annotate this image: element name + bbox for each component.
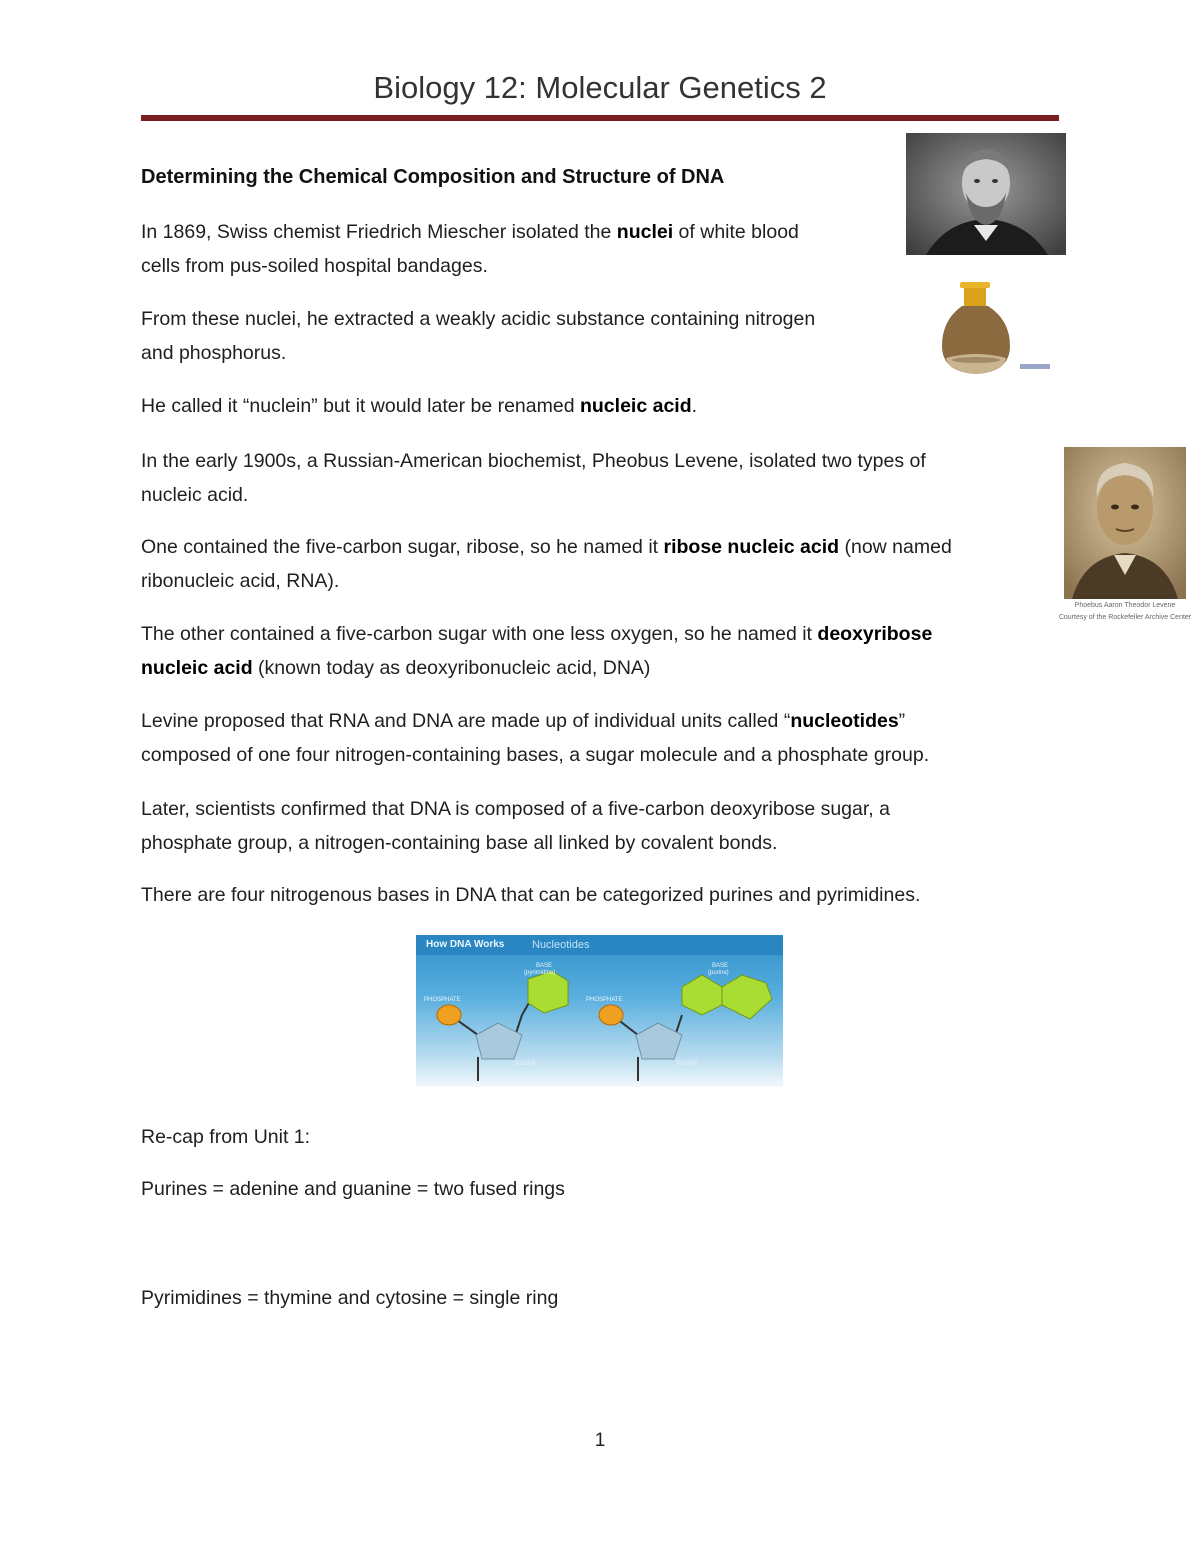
page-title: Biology 12: Molecular Genetics 2 [373, 70, 827, 105]
pyrimidines-line: Pyrimidines = thymine and cytosine = single ring [141, 1287, 559, 1309]
levene-portrait-photo [1064, 447, 1186, 599]
nuclein-flask-image [938, 280, 1058, 380]
paragraph-extraction: From these nuclei, he extracted a weakly acidic substance containing nitrogen and phosphorus. [141, 308, 816, 364]
recap-label: Re-cap from Unit 1: [141, 1126, 311, 1148]
label-phosphate-2: PHOSPHATE [586, 997, 623, 1003]
diagram-subtitle: Nucleotides [532, 939, 590, 951]
page-number: 1 [594, 1430, 606, 1451]
paragraph-levene: In the early 1900s, a Russian-American biochemist, Pheobus Levene, isolated two types of nucleic acid. [141, 450, 926, 506]
diagram-title: How DNA Works [426, 939, 505, 950]
label-sugar-1: SUGAR [514, 1061, 536, 1067]
paragraph-dna: The other contained a five-carbon sugar with one less oxygen, so he named it deoxyribose nucleic acid (known today as deoxyribonucleic acid, DNA) [141, 623, 933, 679]
paragraph-composition: Later, scientists confirmed that DNA is composed of a five-carbon deoxyribose sugar, a phosphate group, a nitrogen-containing base all linked by covalent bonds. [141, 798, 890, 854]
label-base-1-sub: (pyrimidine) [524, 970, 556, 976]
paragraph-nuclein: He called it “nuclein” but it would later be renamed nucleic acid. [141, 395, 698, 417]
label-base-2: BASE [712, 963, 729, 969]
label-base-1: BASE [536, 963, 553, 969]
levene-caption-credit: Courtesy of the Rockefeller Archive Center [1058, 614, 1192, 621]
label-sugar-2: SUGAR [676, 1061, 698, 1067]
label-phosphate-1: PHOSPHATE [424, 997, 461, 1003]
paragraph-miescher: In 1869, Swiss chemist Friedrich Miescher isolated the nuclei of white blood cells from pus-soiled hospital bandages. [141, 221, 799, 277]
purines-line: Purines = adenine and guanine = two fused rings [141, 1178, 565, 1200]
nucleotide-diagram [416, 935, 783, 1087]
paragraph-nucleotides: Levine proposed that RNA and DNA are made up of individual units called “nucleotides” composed of one four nitrogen-containing bases, a sugar molecule and a phosphate group. [141, 710, 930, 766]
header-rule [141, 115, 1059, 121]
nucleotide-shapes [416, 935, 783, 1087]
levene-caption-name: Phoebus Aaron Theodor Levene [1074, 602, 1176, 609]
label-base-2-sub: (purine) [708, 970, 729, 976]
paragraph-rna: One contained the five-carbon sugar, ribose, so he named it ribose nucleic acid (now named ribonucleic acid, RNA). [141, 536, 952, 592]
section-heading: Determining the Chemical Composition and Structure of DNA [141, 166, 725, 188]
miescher-portrait-photo [906, 133, 1066, 255]
paragraph-bases: There are four nitrogenous bases in DNA that can be categorized purines and pyrimidines. [141, 884, 921, 906]
